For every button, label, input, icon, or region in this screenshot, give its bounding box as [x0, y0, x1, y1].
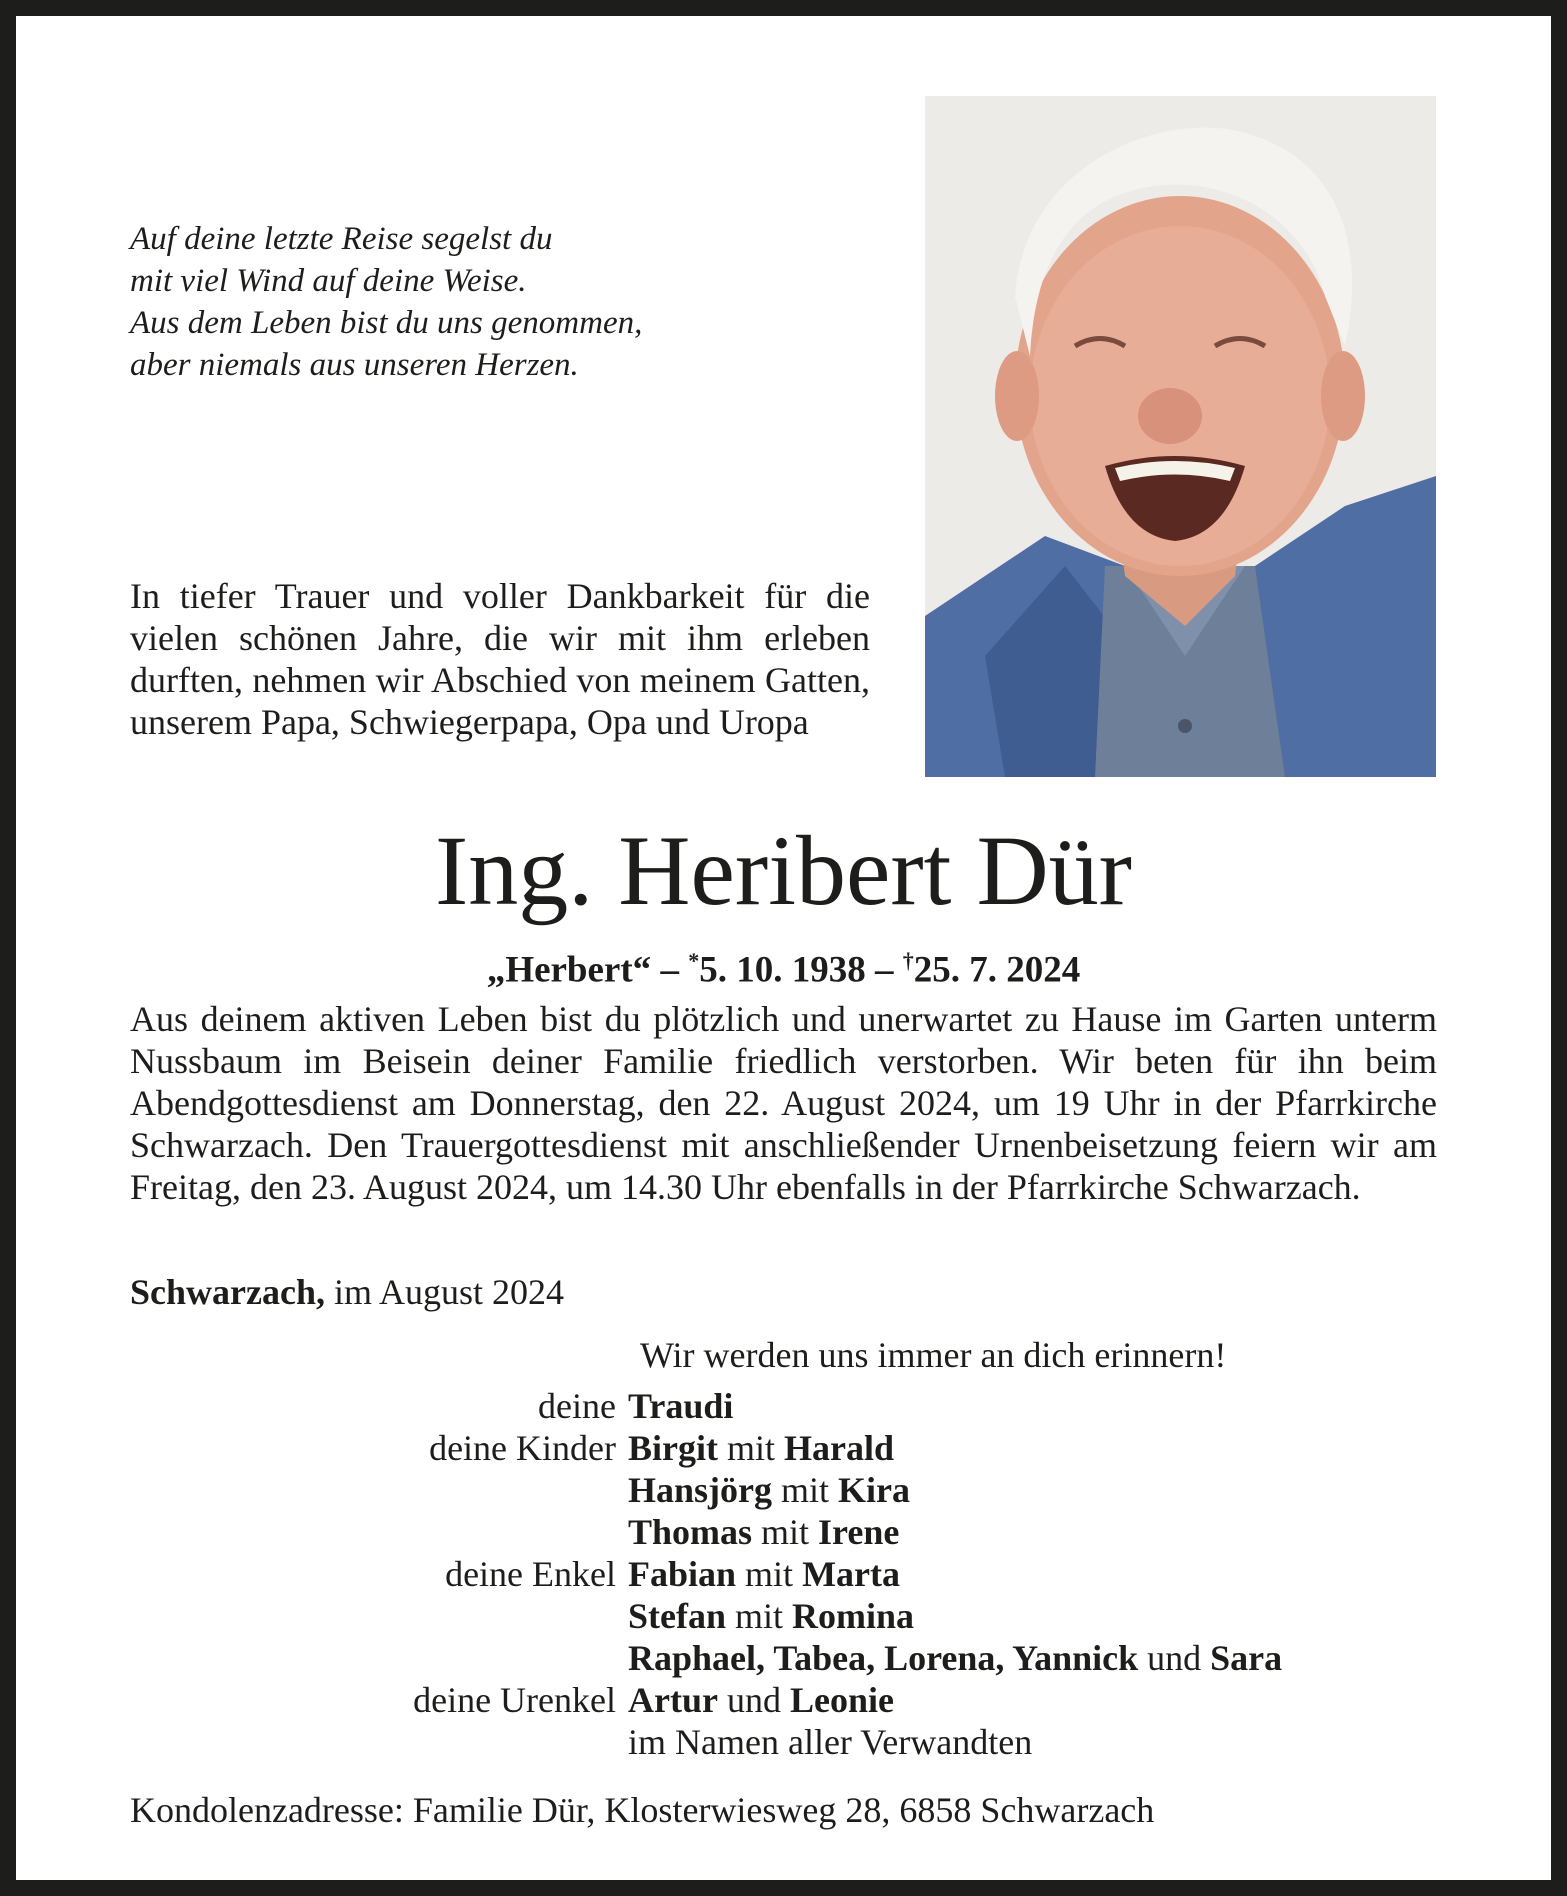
mourner-name: Leonie	[789, 1680, 894, 1720]
died-symbol: †	[902, 948, 914, 973]
joiner: mit	[745, 1554, 794, 1594]
deceased-name: Ing. Heribert Dür	[435, 815, 1132, 926]
list-item	[300, 1427, 1282, 1469]
relatives-line: im Namen aller Verwandten	[628, 1722, 1033, 1762]
date-line: im August 2024	[333, 1272, 565, 1312]
joiner: mit	[781, 1470, 830, 1510]
poem-line: Auf deine letzte Reise segelst du	[130, 221, 553, 257]
condolence-address: Kondolenzadresse: Familie Dür, Klosterwiesweg 28, 6858 Schwarzach	[130, 1790, 1155, 1830]
list-item	[300, 1679, 1282, 1721]
joiner: mit	[726, 1428, 775, 1468]
mourner-name: Raphael, Tabea, Lorena, Yannick	[628, 1638, 1139, 1678]
body-text: Aus deinem aktiven Leben bist du plötzlich und unerwartet zu Hause im Garten unterm Nussbaum im Beisein deiner Familie friedlich verstorben. Wir beten für ihn beim Abendgottesdienst am Donnerstag, den 22. August 2024, um 19 Uhr in der Pfarrkirche Schwarzach. Den Trauergottesdienst mit anschließender Urnenbeisetzung feiern wir am Freitag, den 23. August 2024, um 14.30 Uhr ebenfalls in der Pfarrkirche Schwarzach.	[130, 999, 1437, 1207]
born-symbol: *	[688, 948, 700, 973]
relation-label: deine Urenkel	[413, 1680, 616, 1720]
mourner-name: Stefan	[628, 1596, 726, 1636]
list-item	[300, 1511, 1282, 1553]
relation-label: deine	[538, 1386, 616, 1426]
relation-label: deine Kinder	[429, 1428, 616, 1468]
mourner-name: Romina	[792, 1596, 915, 1636]
joiner: und	[726, 1680, 781, 1720]
dash: –	[660, 949, 679, 991]
mourner-name: Sara	[1210, 1638, 1283, 1678]
mourner-name: Artur	[628, 1680, 718, 1720]
dash: –	[874, 949, 894, 991]
birth-date: 5. 10. 1938	[699, 949, 866, 991]
mourners-list	[300, 1385, 1282, 1763]
life-dates	[0, 938, 1567, 993]
list-item	[300, 1721, 1282, 1763]
mourner-name: Traudi	[628, 1386, 734, 1426]
remember-line: Wir werden uns immer an dich erinnern!	[640, 1335, 1227, 1375]
place-date	[130, 1271, 564, 1313]
place: Schwarzach,	[130, 1272, 325, 1312]
list-item	[300, 1385, 1282, 1427]
mourner-name: Birgit	[628, 1428, 718, 1468]
joiner: mit	[735, 1596, 784, 1636]
poem	[130, 218, 642, 386]
poem-line: Aus dem Leben bist du uns genommen,	[130, 305, 643, 341]
list-item	[300, 1595, 1282, 1637]
poem-line: mit viel Wind auf deine Weise.	[130, 263, 527, 299]
mourner-name: Irene	[818, 1512, 900, 1552]
mourner-name: Marta	[802, 1554, 901, 1594]
mourner-name: Hansjörg	[628, 1470, 772, 1510]
portrait-photo	[925, 96, 1436, 777]
list-item	[300, 1637, 1282, 1679]
mourner-name: Harald	[784, 1428, 895, 1468]
mourner-name: Thomas	[628, 1512, 753, 1552]
list-item	[300, 1469, 1282, 1511]
intro-text: In tiefer Trauer und voller Dankbarkeit für die vielen schönen Jahre, die wir mit ihm erleben durften, nehmen wir Abschied von meinem Gatten, unserem Papa, Schwiegerpapa, Opa und Uropa	[130, 576, 870, 742]
joiner: und	[1147, 1638, 1202, 1678]
poem-line: aber niemals aus unseren Herzen.	[130, 347, 579, 383]
joiner: mit	[761, 1512, 810, 1552]
mourner-name: Kira	[838, 1470, 910, 1510]
nickname: „Herbert“	[486, 949, 652, 991]
death-date: 25. 7. 2024	[913, 949, 1081, 991]
mourner-name: Fabian	[628, 1554, 737, 1594]
list-item	[300, 1553, 1282, 1595]
relation-label: deine Enkel	[445, 1554, 616, 1594]
